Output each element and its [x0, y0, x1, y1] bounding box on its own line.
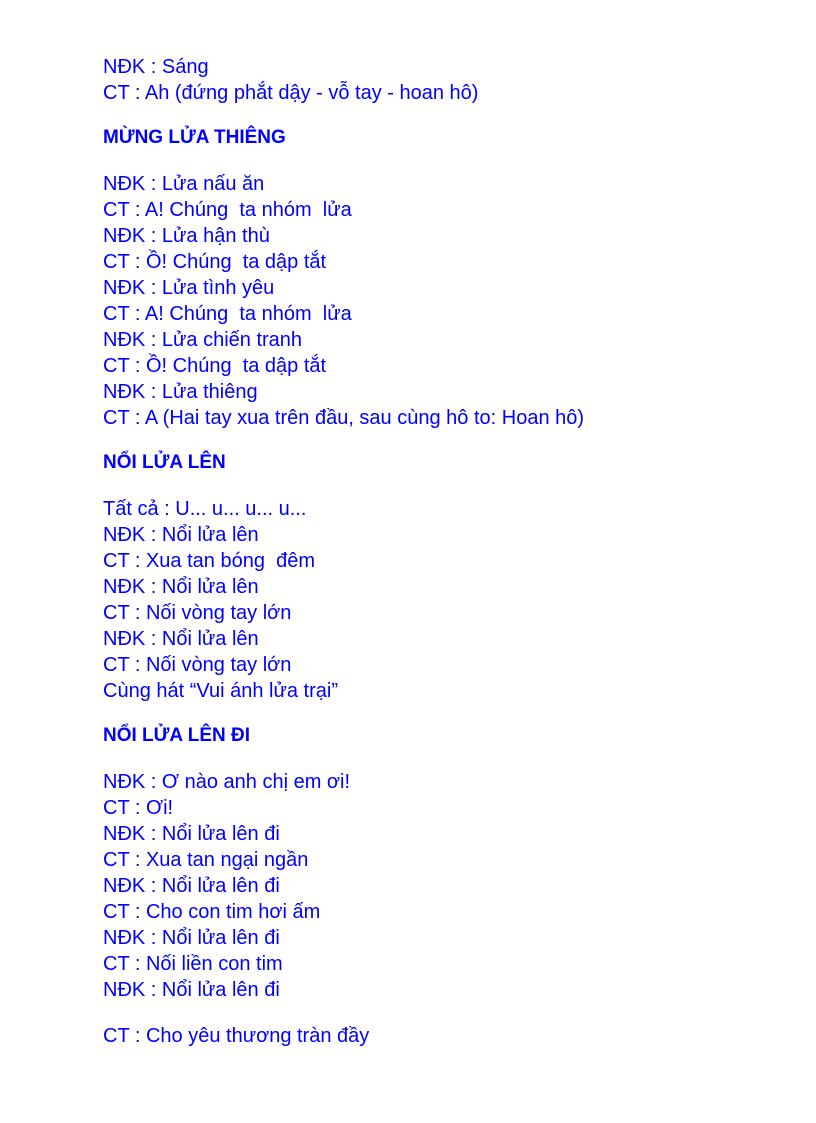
text-line: CT : Nối liền con tim: [103, 953, 283, 975]
text-line: CT : Ah (đứng phắt dậy - vỗ tay - hoan hô): [103, 82, 479, 104]
text-line: NĐK : Nổi lửa lên: [103, 628, 259, 650]
text-line: NĐK : Ơ nào anh chị em ơi!: [103, 771, 351, 793]
document-page: [103, 54, 783, 1049]
text-line: CT : Ồ! Chúng ta dập tắt: [103, 251, 327, 273]
text-line: CT : Nối vòng tay lớn: [103, 654, 292, 676]
text-line: CT : Ơi!: [103, 797, 174, 819]
text-line: NĐK : Lửa thiêng: [103, 381, 258, 403]
text-line: CT : Cho con tim hơi ấm: [103, 901, 321, 923]
closing-line: CT : Cho yêu thương tràn đầy: [103, 1025, 370, 1047]
text-line: NĐK : Sáng: [103, 56, 209, 78]
section-body: [103, 496, 783, 704]
text-line: NĐK : Nổi lửa lên đi: [103, 979, 280, 1001]
section-mung-lua-thieng: [103, 125, 783, 431]
text-line: NĐK : Nổi lửa lên đi: [103, 927, 280, 949]
text-line: NĐK : Lửa nấu ăn: [103, 173, 265, 195]
text-line: NĐK : Lửa tình yêu: [103, 277, 275, 299]
text-line: CT : A (Hai tay xua trên đầu, sau cùng hô to: Hoan hô): [103, 407, 585, 429]
text-line: NĐK : Nổi lửa lên đi: [103, 823, 280, 845]
text-line: CT : A! Chúng ta nhóm lửa: [103, 303, 352, 325]
text-line: NĐK : Lửa chiến tranh: [103, 329, 303, 351]
section-body: [103, 171, 783, 431]
text-line: Cùng hát “Vui ánh lửa trại”: [103, 680, 338, 702]
text-line: CT : Ồ! Chúng ta dập tắt: [103, 355, 327, 377]
text-line: NĐK : Nổi lửa lên: [103, 524, 259, 546]
text-line: CT : Xua tan bóng đêm: [103, 550, 315, 572]
text-line: NĐK : Nổi lửa lên đi: [103, 875, 280, 897]
section-heading: MỪNG LỬA THIÊNG: [103, 127, 286, 148]
text-line: CT : Xua tan ngại ngần: [103, 849, 309, 871]
section-body: [103, 769, 783, 1049]
text-line: NĐK : Lửa hận thù: [103, 225, 270, 247]
section-noi-lua-len-di: [103, 723, 783, 1049]
text-line: Tất cả : U... u... u... u...: [103, 498, 307, 520]
section-heading: NỔI LỬA LÊN ĐI: [103, 725, 250, 746]
text-line: CT : A! Chúng ta nhóm lửa: [103, 199, 352, 221]
section-noi-lua-len: [103, 450, 783, 704]
text-line: CT : Nối vòng tay lớn: [103, 602, 292, 624]
text-line: NĐK : Nổi lửa lên: [103, 576, 259, 598]
intro-block: [103, 54, 783, 106]
section-heading: NỔI LỬA LÊN: [103, 452, 226, 473]
